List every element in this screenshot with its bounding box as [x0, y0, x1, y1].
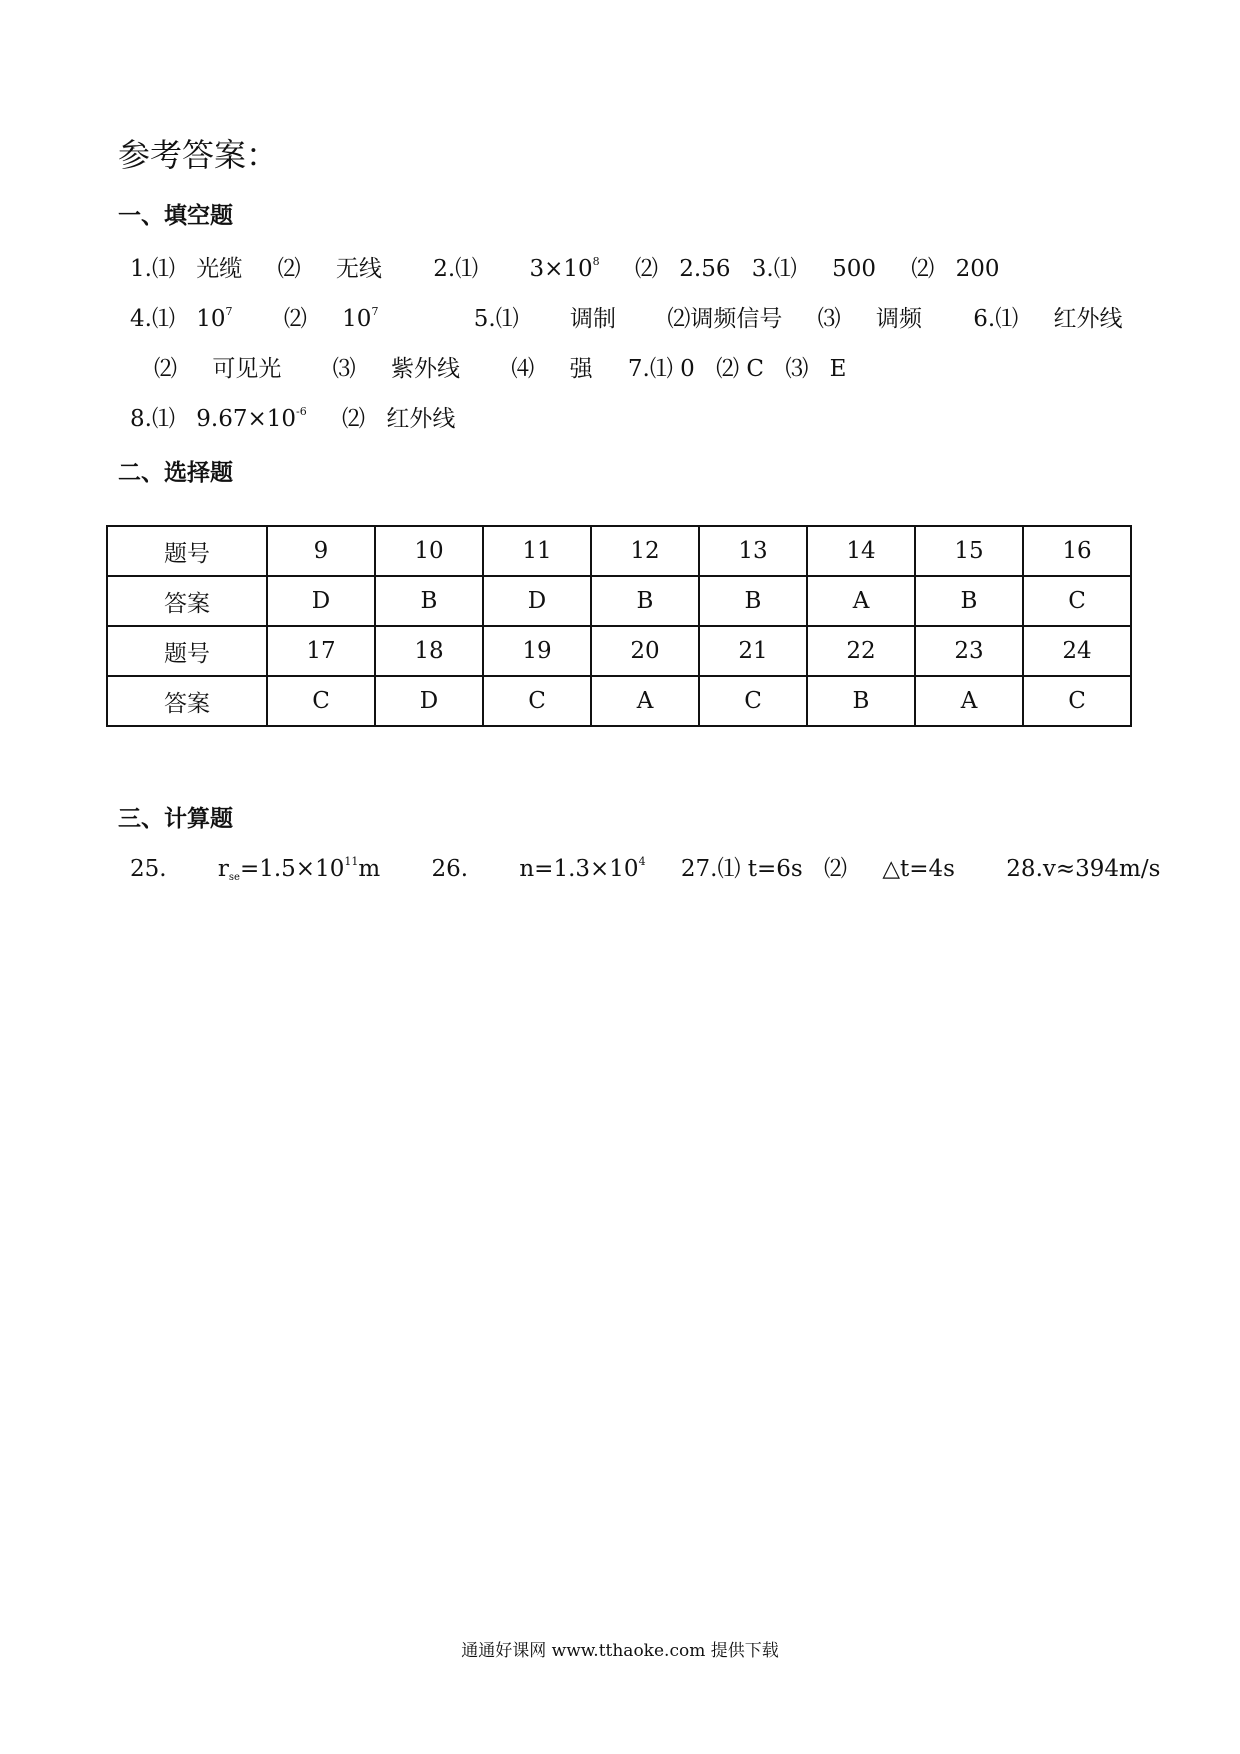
q6-answer-a: 红外线 — [1053, 306, 1123, 332]
section-heading-fill-in: 一、填空题 — [118, 203, 233, 229]
table-cell: C — [1023, 576, 1131, 626]
table-cell: 23 — [915, 626, 1023, 676]
q5-label: 5.⑴ — [473, 306, 519, 332]
section-heading-multiple-choice: 二、选择题 — [118, 460, 233, 486]
table-cell: 19 — [483, 626, 591, 676]
q26-label: 26. — [431, 856, 469, 882]
q4-answer-a: $10^7$ — [196, 305, 233, 332]
q6-sub-2: ⑵ — [154, 356, 177, 382]
q7-answer-b: ⑵ C — [716, 356, 764, 382]
q2-answer-b: 2.56 — [679, 256, 731, 282]
table-cell: 15 — [915, 526, 1023, 576]
q3-answer-b: 200 — [955, 256, 1000, 282]
q5-answer-a: 调制 — [570, 306, 617, 332]
table-cell: D — [267, 576, 375, 626]
section-heading-calculation: 三、计算题 — [118, 806, 233, 832]
answer-line-4 — [130, 400, 455, 433]
q26-answer: $n=1.3\times 10^4$ — [519, 855, 646, 882]
q5-sub-3: ⑶ — [817, 306, 841, 332]
table-cell: 13 — [699, 526, 807, 576]
page-title: 参考答案： — [118, 136, 279, 174]
table-cell: 20 — [591, 626, 699, 676]
q4-sub-2: ⑵ — [283, 306, 307, 332]
q27-sub-2: ⑵ — [824, 856, 848, 882]
answer-line-3 — [154, 350, 846, 383]
q3-sub-2: ⑵ — [911, 256, 935, 282]
table-cell: B — [699, 576, 807, 626]
table-row — [107, 626, 1131, 676]
q7-answer-a: 7.⑴ 0 — [627, 356, 695, 382]
table-row — [107, 676, 1131, 726]
q1-sub-2: ⑵ — [277, 256, 301, 282]
table-cell: B — [915, 576, 1023, 626]
q2-label: 2.⑴ — [433, 256, 479, 282]
table-cell: D — [483, 576, 591, 626]
q25-label: 25. — [130, 856, 167, 882]
q6-sub-4: ⑷ — [511, 356, 535, 382]
q5-answer-c: 调频 — [875, 306, 922, 332]
table-cell: 题号 — [107, 526, 267, 576]
table-cell: 24 — [1023, 626, 1131, 676]
q28-answer: 28.v≈394m/s — [1006, 856, 1161, 882]
table-cell: 17 — [267, 626, 375, 676]
table-cell: B — [591, 576, 699, 626]
table-cell: 答案 — [107, 576, 267, 626]
table-cell: 11 — [483, 526, 591, 576]
answer-line-2 — [130, 300, 1123, 333]
q25-answer: $r_{se}=1.5\times 10^{11}m$ — [217, 855, 381, 883]
q6-answer-d: 强 — [569, 356, 593, 382]
table-cell: C — [699, 676, 807, 726]
table-row — [107, 576, 1131, 626]
answer-table — [106, 525, 1132, 727]
table-cell: C — [267, 676, 375, 726]
q6-label: 6.⑴ — [973, 306, 1019, 332]
q3-answer-a: 500 — [832, 256, 876, 282]
table-cell: 14 — [807, 526, 915, 576]
q2-answer-a: $3\times 10^8$ — [529, 255, 600, 282]
q6-sub-3: ⑶ — [332, 356, 356, 382]
q4-label: 4.⑴ — [130, 306, 175, 332]
table-cell: 18 — [375, 626, 483, 676]
answer-line-1 — [130, 250, 1000, 283]
table-cell: 题号 — [107, 626, 267, 676]
table-cell: 10 — [375, 526, 483, 576]
table-cell: B — [807, 676, 915, 726]
calculation-answers — [130, 850, 1160, 883]
q1-answer-a: 光缆 — [196, 256, 243, 282]
table-cell: 12 — [591, 526, 699, 576]
table-cell: 16 — [1023, 526, 1131, 576]
table-cell: 22 — [807, 626, 915, 676]
table-cell: B — [375, 576, 483, 626]
q8-label: 8.⑴ — [130, 406, 175, 432]
table-cell: D — [375, 676, 483, 726]
q5-answer-b: ⑵调频信号 — [667, 306, 783, 332]
q4-answer-b: $10^7$ — [342, 305, 379, 332]
table-cell: 21 — [699, 626, 807, 676]
q27-answer-b: △t=4s — [882, 856, 955, 882]
page-footer: 通通好课网 www.tthaoke.com 提供下载 — [461, 1641, 779, 1661]
table-cell: A — [591, 676, 699, 726]
table-cell: C — [1023, 676, 1131, 726]
table-cell: C — [483, 676, 591, 726]
q1-label: 1.⑴ — [130, 256, 175, 282]
q7-sub-3: ⑶ — [785, 356, 809, 382]
q6-answer-c: 紫外线 — [390, 356, 460, 382]
table-cell: 答案 — [107, 676, 267, 726]
q8-answer-b: 红外线 — [386, 406, 456, 432]
q7-answer-c: E — [829, 356, 847, 382]
table-row — [107, 526, 1131, 576]
table-cell: A — [915, 676, 1023, 726]
q1-answer-b: 无线 — [335, 256, 382, 282]
q8-sub-2: ⑵ — [342, 406, 366, 432]
q2-sub-2: ⑵ — [634, 256, 658, 282]
q3-label: 3.⑴ — [751, 256, 797, 282]
table-cell: A — [807, 576, 915, 626]
table-cell: 9 — [267, 526, 375, 576]
q27-answer-a: 27.⑴ t=6s — [680, 856, 803, 882]
q6-answer-b: 可见光 — [212, 356, 282, 382]
q8-answer-a: $9.67\times 10^{-6}$ — [196, 405, 307, 432]
